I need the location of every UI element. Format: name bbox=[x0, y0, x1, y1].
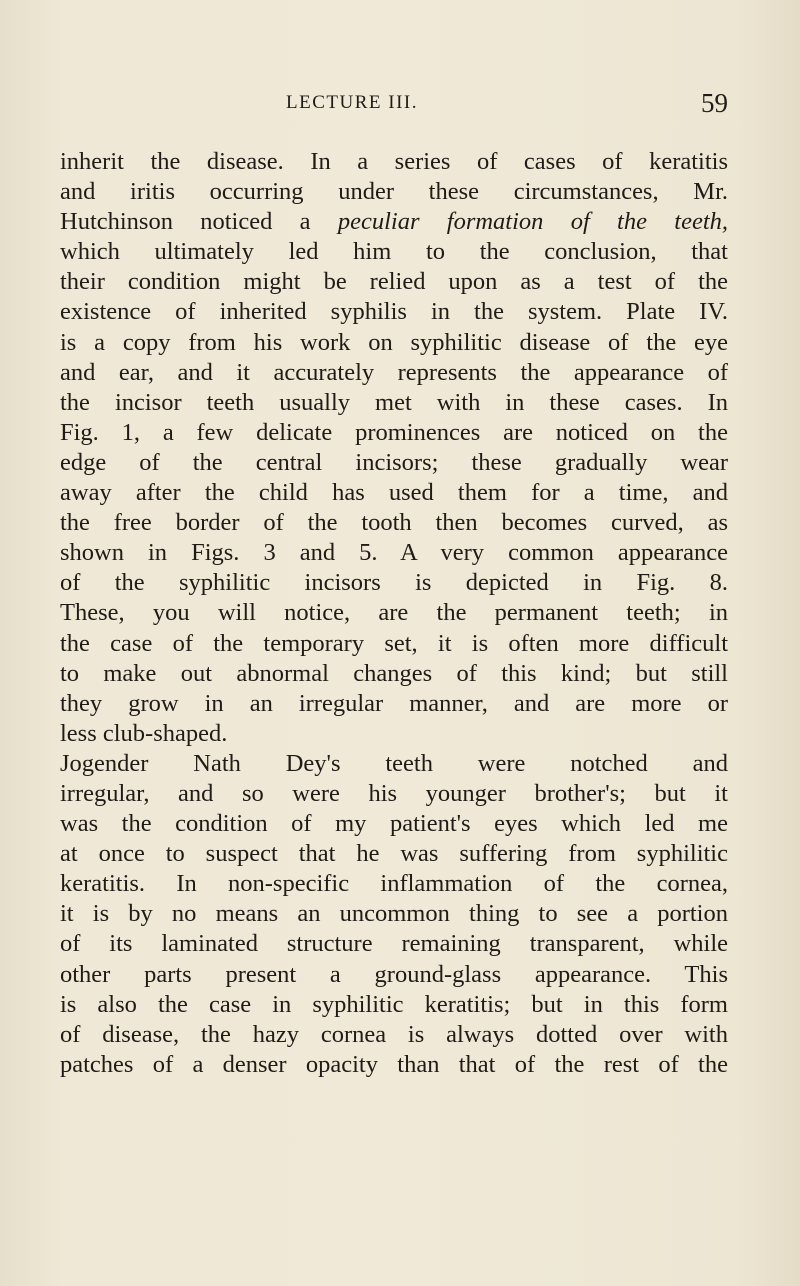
text-line: is a copy from his work on syphilitic disease of the eye bbox=[60, 328, 728, 356]
text-line: existence of inherited syphilis in the system. Plate IV. bbox=[60, 298, 728, 326]
page-number: 59 bbox=[701, 88, 728, 118]
text-line: of the syphilitic incisors is depicted in Fig. 8. bbox=[60, 569, 728, 597]
text-line: These, you will notice, are the permanent teeth; in bbox=[60, 599, 728, 627]
text-line: to make out abnormal changes of this kind; but still bbox=[60, 659, 728, 687]
text-line: the incisor teeth usually met with in these cases. In bbox=[60, 388, 728, 416]
text-line: shown in Figs. 3 and 5. A very common appearance bbox=[60, 539, 728, 567]
text-line: which ultimately led him to the conclusion, that bbox=[60, 238, 728, 266]
text-line: of its laminated structure remaining transparent, while bbox=[60, 930, 728, 958]
text-line: other parts present a ground-glass appearance. This bbox=[60, 960, 728, 988]
text-line: irregular, and so were his younger brother's; but it bbox=[60, 779, 728, 807]
text-line: keratitis. In non-specific inflammation of the cornea, bbox=[60, 870, 728, 898]
text-line: away after the child has used them for a time, and bbox=[60, 479, 728, 507]
text-line: they grow in an irregular manner, and are more or bbox=[60, 689, 728, 717]
text-line: inherit the disease. In a series of cases of keratitis bbox=[60, 148, 728, 175]
text-line: of disease, the hazy cornea is always dotted over with bbox=[60, 1020, 728, 1048]
text-line: is also the case in syphilitic keratitis; but in this form bbox=[60, 990, 728, 1018]
text-line: was the condition of my patient's eyes which led me bbox=[60, 810, 728, 838]
text-line: and ear, and it accurately represents the appearance of bbox=[60, 358, 728, 386]
text-line: at once to suspect that he was suffering from syphilitic bbox=[60, 840, 728, 868]
text-line: and iritis occurring under these circumstances, Mr. bbox=[60, 178, 728, 206]
text-line: their condition might be relied upon as a test of the bbox=[60, 268, 728, 296]
text-line: less club-shaped. bbox=[60, 719, 228, 747]
text-line: it is by no means an uncommon thing to see a portion bbox=[60, 900, 728, 928]
page-header bbox=[60, 88, 728, 122]
text-line: patches of a denser opacity than that of the rest of the bbox=[60, 1050, 728, 1078]
text-line: the free border of the tooth then becomes curved, as bbox=[60, 509, 728, 537]
text-line: edge of the central incisors; these gradually wear bbox=[60, 448, 728, 476]
text-line: the case of the temporary set, it is often more difficult bbox=[60, 629, 728, 657]
text-line: Jogender Nath Dey's teeth were notched and bbox=[60, 749, 728, 777]
text-line: Fig. 1, a few delicate prominences are noticed on the bbox=[60, 418, 728, 446]
body-text bbox=[60, 147, 728, 1080]
italic-phrase: peculiar formation of the teeth, bbox=[337, 208, 728, 236]
text-line-part: Hutchinson noticed a bbox=[60, 208, 311, 236]
text-line bbox=[60, 207, 728, 237]
running-head: LECTURE III. bbox=[286, 92, 418, 113]
